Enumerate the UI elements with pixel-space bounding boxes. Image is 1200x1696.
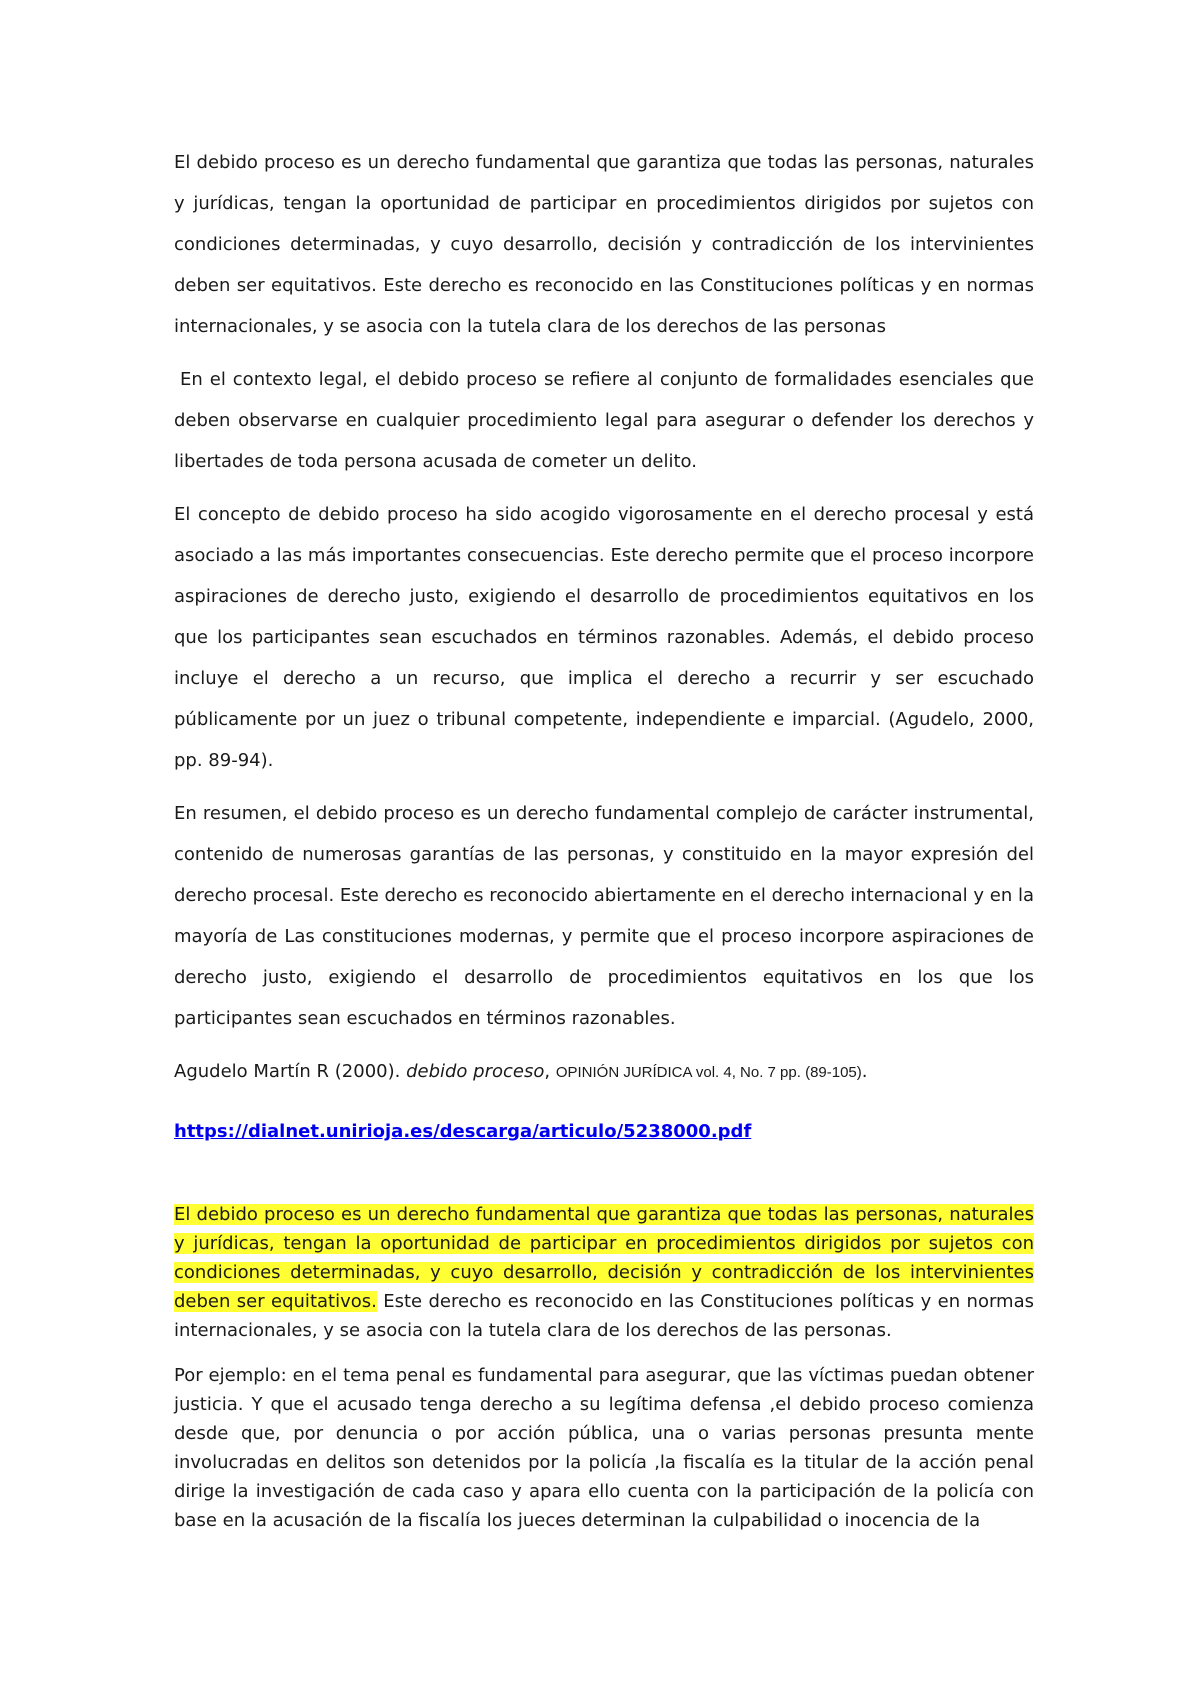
paragraph-highlighted [174, 1200, 1034, 1345]
paragraph-concept: El concepto de debido proceso ha sido acogido vigorosamente en el derecho procesal y está asociado a las más importantes consecuencias. Este derecho permite que el proceso incorpore aspiraciones de derecho justo, exigiendo el desarrollo de procedimientos equitativos en los que los participantes sean escuchados en términos razonables. Además, el debido proceso incluye el derecho a un recurso, que implica el derecho a recurrir y ser escuchado públicamente por un juez o tribunal competente, independiente e imparcial. (Agudelo, 2000, pp. 89-94). [174, 504, 1034, 771]
reference-link[interactable]: https://dialnet.unirioja.es/descarga/articulo/5238000.pdf [174, 1121, 752, 1142]
paragraph-legal-context: En el contexto legal, el debido proceso se refiere al conjunto de formalidades esenciales que deben observarse en cualquier procedimiento legal para asegurar o defender los derechos y libertades de toda persona acusada de cometer un delito. [174, 369, 1034, 472]
paragraph-summary: En resumen, el debido proceso es un derecho fundamental complejo de carácter instrumental, contenido de numerosas garantías de las personas, y constituido en la mayor expresión del derecho procesal. Este derecho es reconocido abiertamente en el derecho internacional y en la mayoría de Las constituciones modernas, y permite que el proceso incorpore aspiraciones de derecho justo, exigiendo el desarrollo de procedimientos equitativos en los que los participantes sean escuchados en términos razonables. [174, 803, 1035, 1029]
citation-journal: OPINIÓN JURÍDICA vol. 4, No. 7 pp. (89-105) [555, 1064, 862, 1081]
citation-title: debido proceso [406, 1061, 545, 1082]
document-page [174, 142, 1034, 1551]
highlighted-text: El debido proceso es un derecho fundamental que garantiza que todas las personas, naturales y jurídicas, tengan la oportunidad de participar en procedimientos dirigidos por sujetos con condiciones determinadas, y cuyo desarrollo, decisión y contradicción de los intervinientes deben ser equitativos. [174, 1204, 1034, 1312]
paragraph-intro: El debido proceso es un derecho fundamental que garantiza que todas las personas, naturales y jurídicas, tengan la oportunidad de participar en procedimientos dirigidos por sujetos con condiciones determinadas, y cuyo desarrollo, decisión y contradicción de los intervinientes deben ser equitativos. Este derecho es reconocido en las Constituciones políticas y en normas internacionales, y se asocia con la tutela clara de los derechos de las personas [174, 152, 1034, 337]
citation-author: Agudelo Martín R (2000). [174, 1061, 401, 1082]
citation-end: . [861, 1061, 868, 1082]
citation: Agudelo Martín R (2000). debido proceso, OPINIÓN JURÍDICA vol. 4, No. 7 pp. (89-105). [174, 1061, 868, 1082]
paragraph-example: Por ejemplo: en el tema penal es fundamental para asegurar, que las víctimas puedan obtener justicia. Y que el acusado tenga derecho a su legítima defensa ,el debido proceso comienza desde que, por denuncia o por acción pública, una o varias personas presunta mente involucradas en delitos son detenidos por la policía ,la fiscalía es la titular de la acción penal dirige la investigación de cada caso y apara ello cuenta con la participación de la policía con base en la acusación de la fiscalía los jueces determinan la culpabilidad o inocencia de la [174, 1365, 1034, 1531]
highlighted-rest-text: Este derecho es reconocido en las Constituciones políticas y en normas internacionales, y se asocia con la tutela clara de los derechos de las personas. [174, 1291, 1034, 1341]
